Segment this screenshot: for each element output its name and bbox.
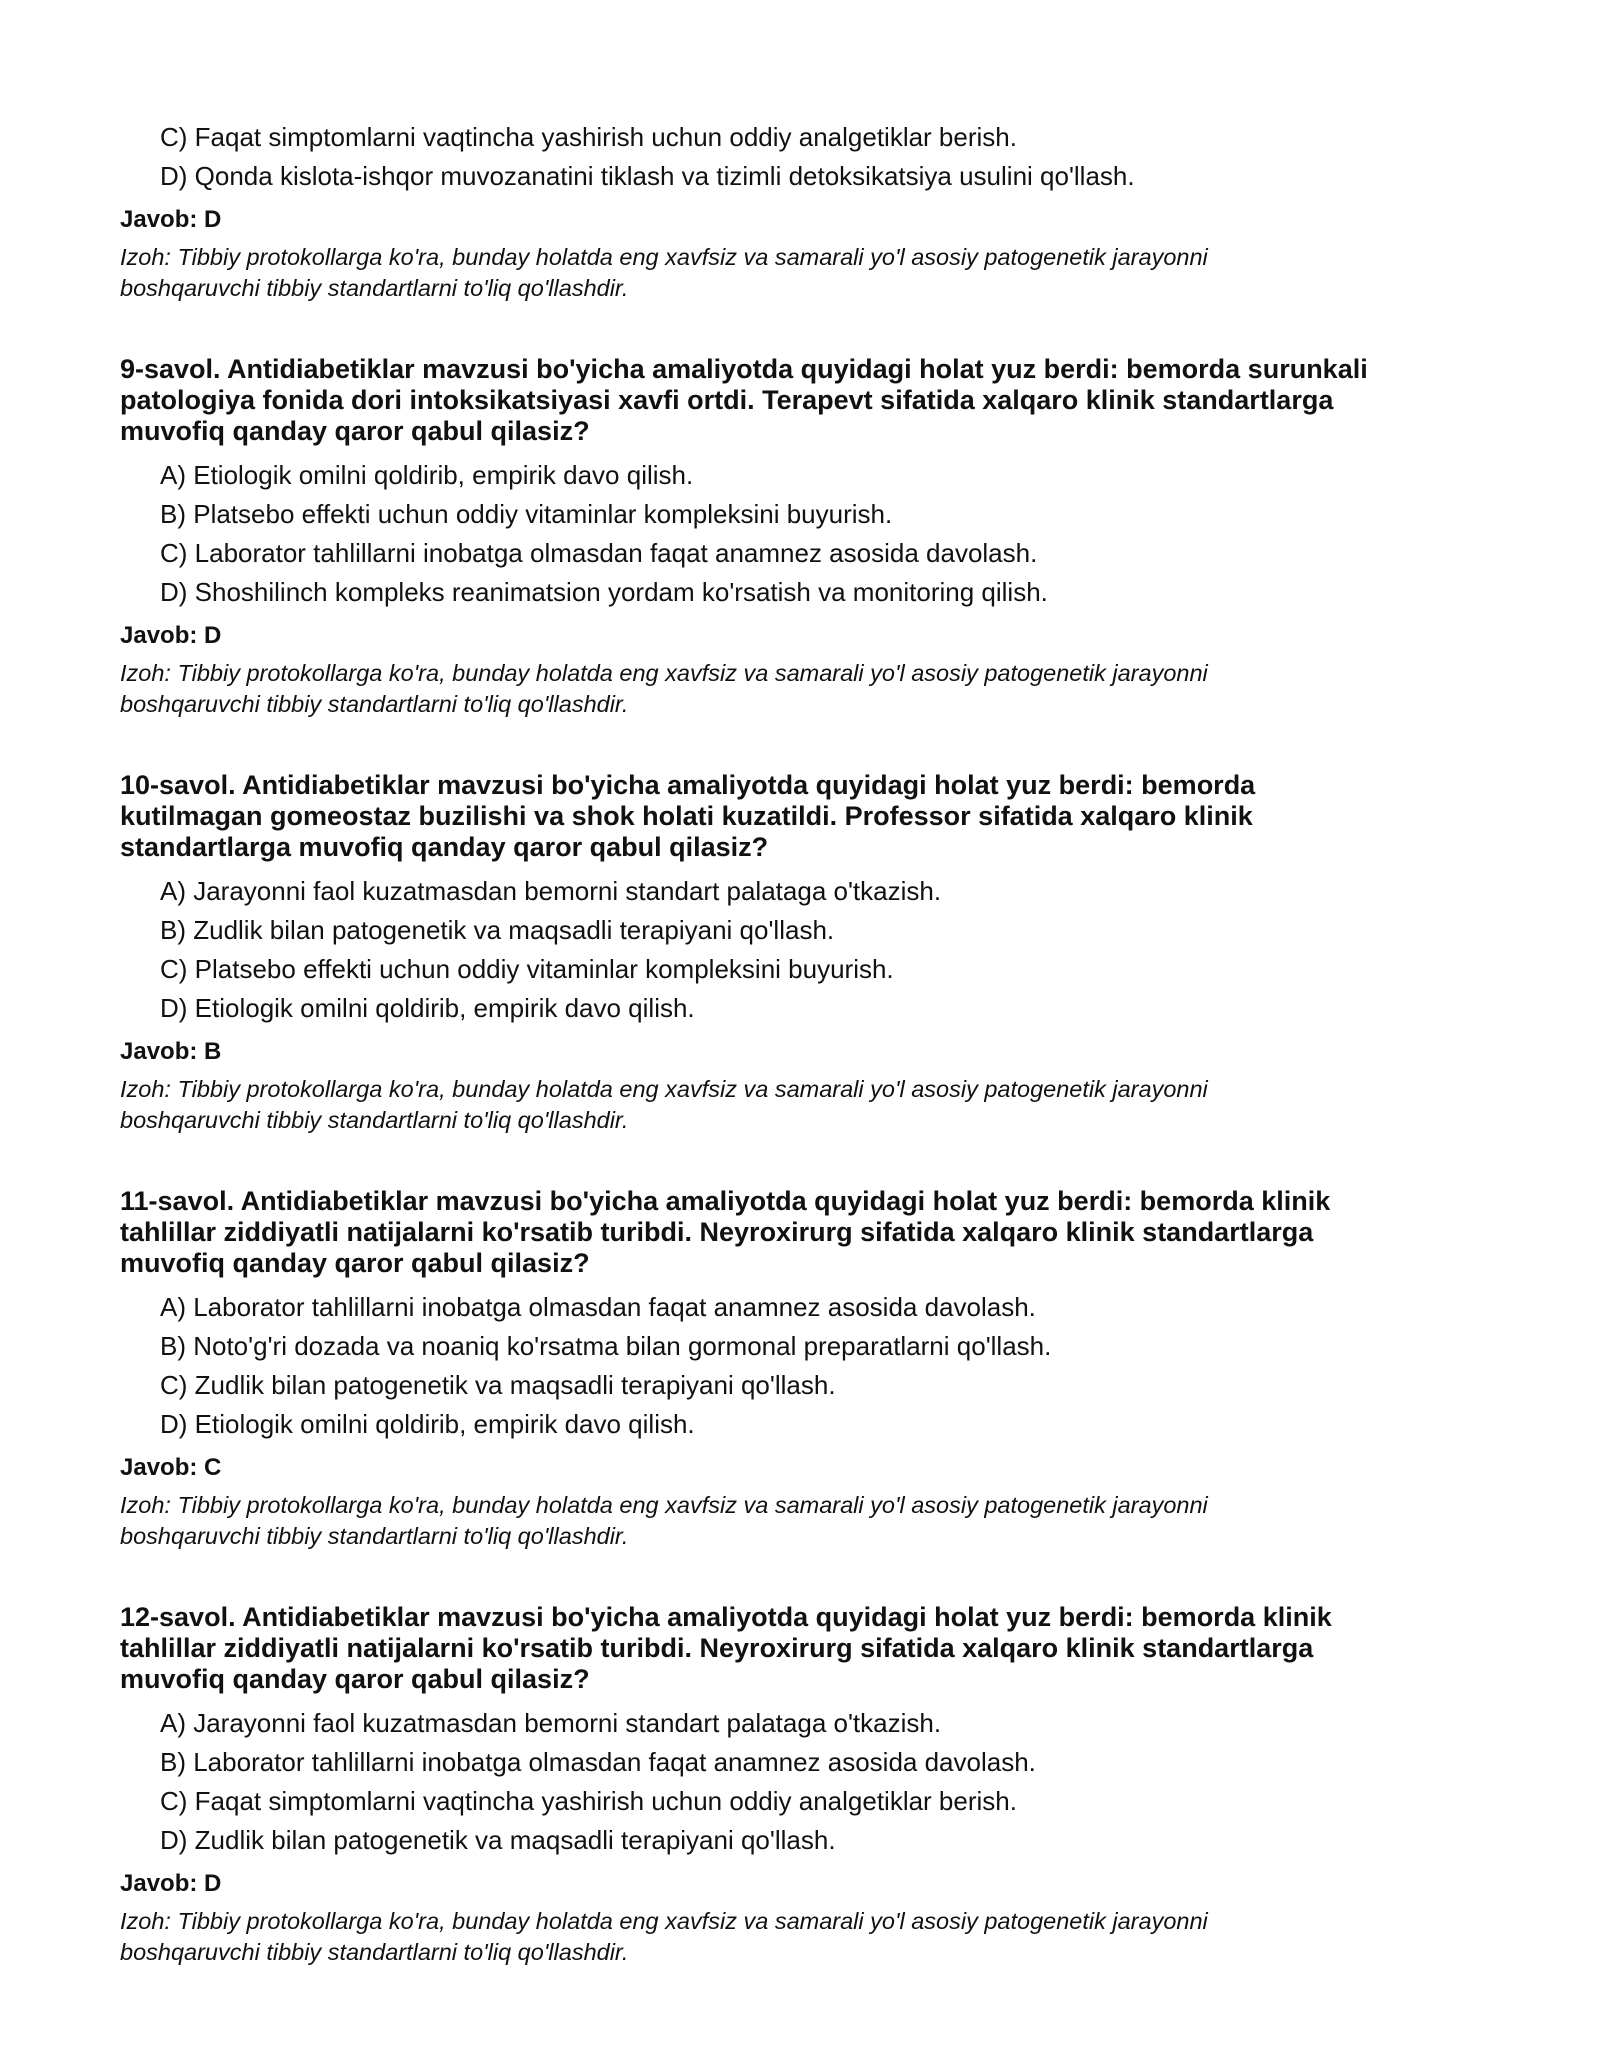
question-title-line: muvofiq qanday qaror qabul qilasiz?: [120, 1664, 590, 1694]
question-title: [120, 770, 1480, 863]
answer-option: D) Etiologik omilni qoldirib, empirik davo qilish.: [160, 1409, 695, 1439]
answer-option: B) Platsebo effekti uchun oddiy vitaminlar kompleksini buyurish.: [160, 499, 893, 529]
question-block: [120, 770, 1480, 1136]
question-block: [120, 354, 1480, 720]
explanation-note: [120, 658, 1480, 720]
answer-option: D) Shoshilinch kompleks reanimatsion yordam ko'rsatish va monitoring qilish.: [160, 577, 1048, 607]
explanation-line: Izoh: Tibbiy protokollarga ko'ra, bunday holatda eng xavfsiz va samarali yo'l asosiy patogenetik jarayonni: [120, 1076, 1208, 1102]
correct-answer: Javob: D: [120, 206, 222, 233]
question-title-line: tahlillar ziddiyatli natijalarni ko'rsatib turibdi. Neyroxirurg sifatida xalqaro klinik standartlarga: [120, 1633, 1314, 1663]
answer-option: C) Platsebo effekti uchun oddiy vitaminlar kompleksini buyurish.: [160, 954, 894, 984]
answer-option: C) Faqat simptomlarni vaqtincha yashirish uchun oddiy analgetiklar berish.: [160, 1786, 1017, 1816]
explanation-line: Izoh: Tibbiy protokollarga ko'ra, bunday holatda eng xavfsiz va samarali yo'l asosiy patogenetik jarayonni: [120, 1908, 1208, 1934]
explanation-line: boshqaruvchi tibbiy standartlarni to'liq qo'llashdir.: [120, 1523, 629, 1549]
answer-option: B) Laborator tahlillarni inobatga olmasdan faqat anamnez asosida davolash.: [160, 1747, 1036, 1777]
question-title: [120, 1602, 1480, 1695]
answer-option: D) Etiologik omilni qoldirib, empirik davo qilish.: [160, 993, 695, 1023]
answer-option: C) Laborator tahlillarni inobatga olmasdan faqat anamnez asosida davolash.: [160, 538, 1038, 568]
answer-option: D) Qonda kislota-ishqor muvozanatini tiklash va tizimli detoksikatsiya usulini qo'llash.: [160, 161, 1135, 191]
answer-option: D) Zudlik bilan patogenetik va maqsadli terapiyani qo'llash.: [160, 1825, 836, 1855]
question-title-line: 12-savol. Antidiabetiklar mavzusi bo'yicha amaliyotda quyidagi holat yuz berdi: bemorda klinik: [120, 1602, 1332, 1632]
question-title-line: muvofiq qanday qaror qabul qilasiz?: [120, 1248, 590, 1278]
answer-option: A) Laborator tahlillarni inobatga olmasdan faqat anamnez asosida davolash.: [160, 1292, 1036, 1322]
question-title-line: 11-savol. Antidiabetiklar mavzusi bo'yicha amaliyotda quyidagi holat yuz berdi: bemorda klinik: [120, 1186, 1331, 1216]
answer-option: A) Jarayonni faol kuzatmasdan bemorni standart palataga o'tkazish.: [160, 1708, 942, 1738]
answer-option: A) Etiologik omilni qoldirib, empirik davo qilish.: [160, 460, 694, 490]
explanation-line: boshqaruvchi tibbiy standartlarni to'liq qo'llashdir.: [120, 1939, 629, 1965]
correct-answer: Javob: B: [120, 1038, 222, 1065]
explanation-line: boshqaruvchi tibbiy standartlarni to'liq qo'llashdir.: [120, 275, 629, 301]
question-title-line: muvofiq qanday qaror qabul qilasiz?: [120, 416, 590, 446]
answer-option: C) Faqat simptomlarni vaqtincha yashirish uchun oddiy analgetiklar berish.: [160, 122, 1017, 152]
question-title-line: 10-savol. Antidiabetiklar mavzusi bo'yicha amaliyotda quyidagi holat yuz berdi: bemorda: [120, 770, 1256, 800]
explanation-line: Izoh: Tibbiy protokollarga ko'ra, bunday holatda eng xavfsiz va samarali yo'l asosiy patogenetik jarayonni: [120, 244, 1208, 270]
answer-option: C) Zudlik bilan patogenetik va maqsadli terapiyani qo'llash.: [160, 1370, 836, 1400]
explanation-note: [120, 1490, 1480, 1552]
correct-answer: Javob: C: [120, 1454, 222, 1481]
question-title-line: standartlarga muvofiq qanday qaror qabul qilasiz?: [120, 832, 769, 862]
question-block: [120, 1186, 1480, 1552]
explanation-line: boshqaruvchi tibbiy standartlarni to'liq qo'llashdir.: [120, 1107, 629, 1133]
explanation-note: [120, 242, 1480, 304]
answer-option: B) Zudlik bilan patogenetik va maqsadli terapiyani qo'llash.: [160, 915, 835, 945]
answer-option: B) Noto'g'ri dozada va noaniq ko'rsatma bilan gormonal preparatlarni qo'llash.: [160, 1331, 1052, 1361]
previous-question-continuation: [120, 118, 1480, 304]
question-title-line: tahlillar ziddiyatli natijalarni ko'rsatib turibdi. Neyroxirurg sifatida xalqaro klinik standartlarga: [120, 1217, 1314, 1247]
explanation-line: boshqaruvchi tibbiy standartlarni to'liq qo'llashdir.: [120, 691, 629, 717]
question-title-line: kutilmagan gomeostaz buzilishi va shok holati kuzatildi. Professor sifatida xalqaro klinik: [120, 801, 1253, 831]
question-title-line: patologiya fonida dori intoksikatsiyasi xavfi ortdi. Terapevt sifatida xalqaro klinik standartlarga: [120, 385, 1334, 415]
explanation-note: [120, 1074, 1480, 1136]
correct-answer: Javob: D: [120, 622, 222, 649]
explanation-note: [120, 1906, 1480, 1968]
question-title-line: 9-savol. Antidiabetiklar mavzusi bo'yicha amaliyotda quyidagi holat yuz berdi: bemorda surunkali: [120, 354, 1368, 384]
explanation-line: Izoh: Tibbiy protokollarga ko'ra, bunday holatda eng xavfsiz va samarali yo'l asosiy patogenetik jarayonni: [120, 1492, 1208, 1518]
document-page: [120, 118, 1480, 1968]
explanation-line: Izoh: Tibbiy protokollarga ko'ra, bunday holatda eng xavfsiz va samarali yo'l asosiy patogenetik jarayonni: [120, 660, 1208, 686]
question-title: [120, 1186, 1480, 1279]
correct-answer: Javob: D: [120, 1870, 222, 1897]
question-block: [120, 1602, 1480, 1968]
question-title: [120, 354, 1480, 447]
answer-option: A) Jarayonni faol kuzatmasdan bemorni standart palataga o'tkazish.: [160, 876, 942, 906]
